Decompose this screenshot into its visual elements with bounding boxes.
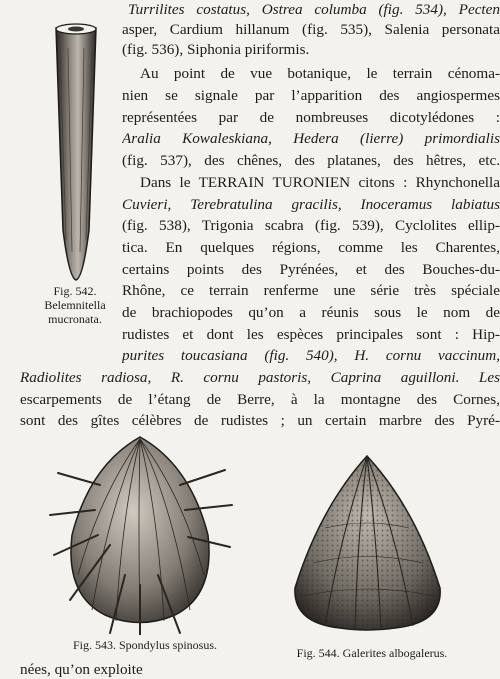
fig-543-caption: Fig. 543. Spondylus spinosus. bbox=[72, 638, 218, 652]
galerites-illustration bbox=[285, 448, 450, 633]
belemnitella-illustration bbox=[46, 20, 106, 282]
spondylus-illustration bbox=[40, 425, 240, 635]
fig-544-caption: Fig. 544. Galerites albogalerus. bbox=[296, 646, 448, 660]
